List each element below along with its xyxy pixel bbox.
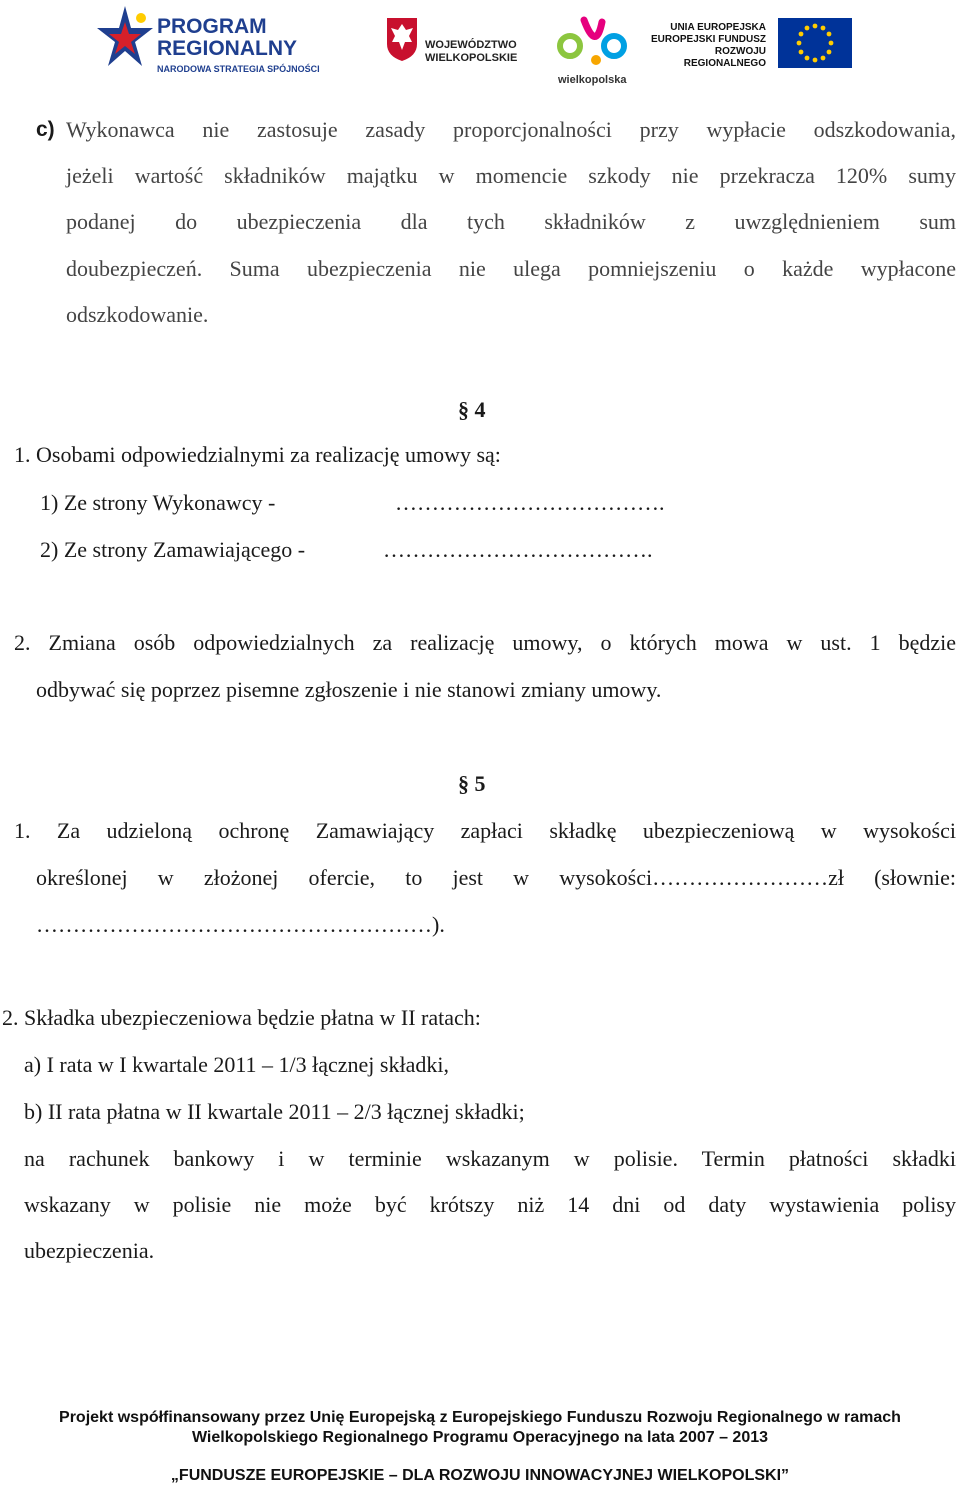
section-4-p2-line-2: odbywać się poprzez pisemne zgłoszenie i nie stanowi zmiany umowy. — [36, 677, 662, 702]
footer-line-3: „FUNDUSZE EUROPEJSKIE – DLA ROZWOJU INNOWACYJNEJ WIELKOPOLSKI” — [170, 1467, 790, 1484]
section-4-item2-label: 2) Ze strony Zamawiającego - — [40, 537, 306, 562]
wlkp-mark-icon — [556, 12, 632, 72]
section-4-p2-line-1: 2. Zmiana osób odpowiedzialnych za realizację umowy, o których mowa w ust. 1 będzie — [14, 630, 956, 655]
section-4-item1-value: ………………………………. — [395, 490, 665, 515]
wojewodztwo-line1: WOJEWÓDZTWO — [425, 39, 517, 51]
program-regionalny-logo — [95, 4, 345, 80]
section-4-heading: § 4 — [458, 397, 486, 422]
section-5-p1-line-1: 1. Za udzieloną ochronę Zamawiający zapłaci składkę ubezpieczeniową w wysokości — [14, 818, 956, 843]
program-subtitle: NARODOWA STRATEGIA SPÓJNOŚCI — [157, 64, 320, 74]
program-title-1: PROGRAM — [157, 15, 267, 38]
eagle-crest-icon — [385, 16, 419, 62]
footer-line-2: Wielkopolskiego Regionalnego Programu Operacyjnego na lata 2007 – 2013 — [191, 1429, 769, 1446]
section-4-item2-value: ………………………………. — [383, 537, 653, 562]
section-5-p1-line-3: ………………………………………………). — [36, 912, 445, 937]
section-5-tail-line-2: wskazany w polisie nie może być krótszy niż 14 dni od daty wystawienia polisy — [24, 1192, 956, 1217]
section-5-p1-line-2: określonej w złożonej ofercie, to jest w wysokości……………………zł (słownie: — [36, 865, 956, 890]
eu-line3: ROZWOJU REGIONALNEGO — [683, 46, 766, 69]
section-5-p2: 2. Składka ubezpieczeniowa będzie płatna w II ratach: — [2, 1005, 481, 1030]
wojewodztwo-line2: WIELKOPOLSKIE — [425, 52, 518, 64]
section-c-line-4: doubezpieczeń. Suma ubezpieczenia nie ulega pomniejszeniu o każde wypłacone — [66, 256, 956, 281]
wielkopolska-logo — [556, 12, 636, 92]
star-icon — [95, 4, 155, 74]
eu-logo — [638, 18, 858, 78]
eu-line2: EUROPEJSKI FUNDUSZ — [650, 34, 766, 45]
wojewodztwo-logo — [385, 16, 545, 86]
section-4-p1: 1. Osobami odpowiedzialnymi za realizację umowy są: — [14, 442, 501, 467]
section-c-line-5: odszkodowanie. — [66, 302, 209, 327]
eu-flag-icon — [778, 18, 852, 68]
section-c-line-2: jeżeli wartość składników majątku w momencie szkody nie przekracza 120% sumy — [66, 163, 956, 188]
footer-line-1: Projekt współfinansowany przez Unię Europejską z Europejskiego Funduszu Rozwoju Regionalnego w ramach — [59, 1409, 901, 1426]
eu-line1: UNIA EUROPEJSKA — [670, 22, 766, 33]
section-5-tail-line-3: ubezpieczenia. — [24, 1238, 155, 1263]
section-c-label: c) — [36, 118, 55, 141]
program-title-2: REGIONALNY — [157, 37, 298, 60]
header-logos — [0, 0, 960, 100]
section-5-item-b: b) II rata płatna w II kwartale 2011 – 2/3 łącznej składki; — [24, 1099, 525, 1124]
wielkopolska-text: wielkopolska — [558, 74, 627, 86]
section-5-heading: § 5 — [458, 771, 486, 796]
section-c-line-1: Wykonawca nie zastosuje zasady proporcjonalności przy wypłacie odszkodowania, — [66, 117, 956, 142]
section-c-line-3: podanej do ubezpieczenia dla tych składników z uwzględnieniem sum — [66, 209, 956, 234]
section-4-item1-label: 1) Ze strony Wykonawcy - — [40, 490, 276, 515]
section-5-item-a: a) I rata w I kwartale 2011 – 1/3 łącznej składki, — [24, 1052, 449, 1077]
section-5-tail-line-1: na rachunek bankowy i w terminie wskazanym w polisie. Termin płatności składki — [24, 1146, 956, 1171]
